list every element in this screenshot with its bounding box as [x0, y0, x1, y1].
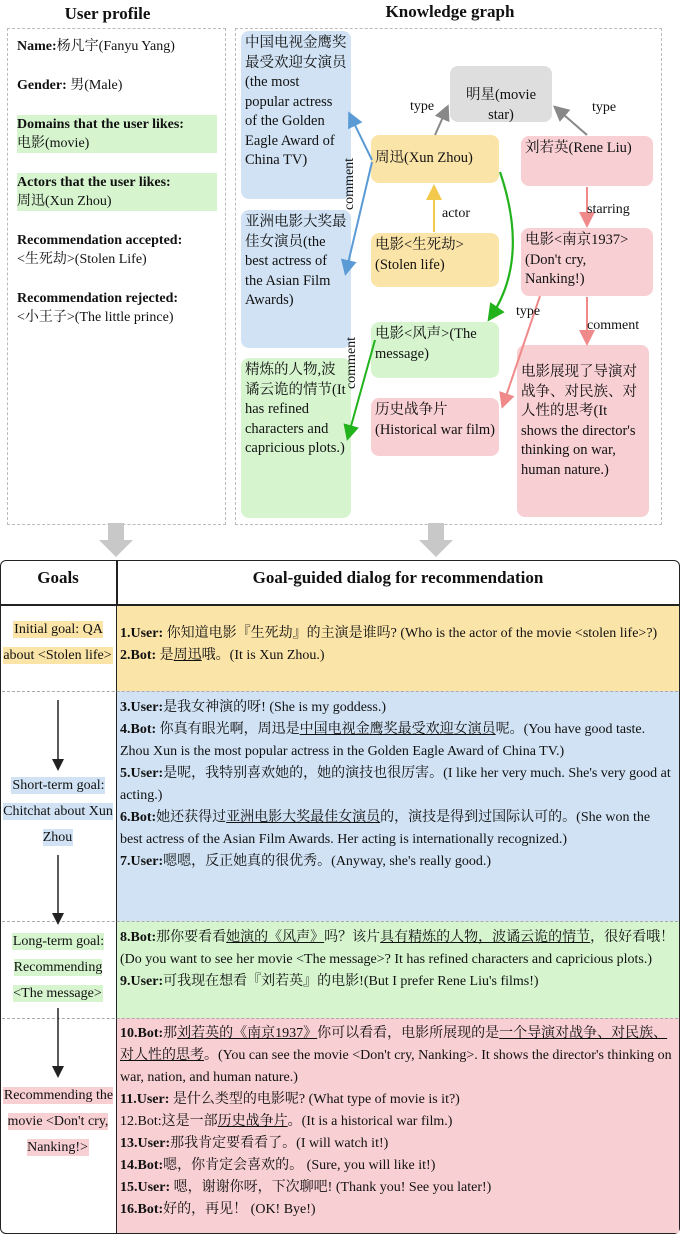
- turn-16: 16.Bot:好的，再见！ (OK! Bye!): [120, 1202, 316, 1217]
- kg-node-xun-zhou: 周迅(Xun Zhou): [371, 135, 499, 183]
- gender-value: 男(Male): [66, 78, 123, 93]
- edge-xunzhou-message: [490, 172, 513, 318]
- kg-node-stolen-life: 电影<生死劫>(Stolen life): [371, 233, 499, 287]
- knowledge-graph-header: Knowledge graph: [385, 2, 515, 21]
- down-arrow-left-icon: [99, 523, 133, 557]
- edge-label-type-3: type: [516, 304, 541, 319]
- accepted-label: Recommendation accepted:: [17, 233, 183, 248]
- name-value: 杨凡宇(Fanyu Yang): [56, 39, 175, 54]
- turn-13: 13.User:那我肯定要看看了。(I will watch it!): [120, 1136, 389, 1151]
- accepted-value: <生死劫>(Stolen Life): [17, 252, 147, 267]
- turn-12: 12.Bot:这是一部历史战争片。(It is a historical war film.): [120, 1114, 453, 1129]
- domains-label: Domains that the user likes:: [17, 117, 184, 132]
- name-label: Name:: [17, 39, 57, 54]
- turn-7: 7.User:嗯嗯，反正她真的很优秀。(Anyway, she's really good.): [120, 854, 492, 869]
- goals-header: Goals: [37, 568, 79, 587]
- edge-label-comment-1: comment: [342, 157, 358, 211]
- kg-node-rene-liu: 刘若英(Rene Liu): [521, 136, 653, 186]
- edge-label-type-2: type: [592, 100, 617, 115]
- turn-6: 6.Bot:她还获得过亚洲电影大奖最佳女演员的，演技是得到过国际认可的。(She won the best actress of the Asian Film Awards. Her acting is internationally recognized.): [120, 810, 651, 847]
- actors-label: Actors that the user likes:: [17, 175, 171, 190]
- edge-xunzhou-award1: [350, 115, 372, 160]
- turn-4: 4.Bot: 你真有眼光啊，周迅是中国电视金鹰奖最受欢迎女演员呢。(You have good taste. Zhou Xun is the most popular actress in the Golden Eagle Award of China TV.): [120, 722, 646, 759]
- dialog-blue: [117, 694, 679, 876]
- kg-node-the-message: 电影<风声>(The message): [371, 322, 499, 378]
- down-arrow-right-icon: [419, 523, 453, 557]
- kg-node-asian-film-award: 亚洲电影大奖最佳女演员(the best actress of the Asian Film Awards): [241, 210, 351, 348]
- rejected-label: Recommendation rejected:: [17, 291, 179, 306]
- turn-11: 11.User: 是什么类型的电影呢? (What type of movie is it?): [120, 1092, 460, 1107]
- turn-9: 9.User:可我现在想看『刘若英』的电影!(But I prefer Rene Liu's films!): [120, 974, 539, 989]
- kg-edges: [0, 0, 682, 560]
- turn-3: 3.User:是我女神演的呀! (She is my goddess.): [120, 700, 386, 715]
- kg-node-comment-refined-characters: 精炼的人物,波谲云诡的情节(It has refined characters and capricious plots.): [241, 358, 351, 518]
- edge-label-starring: starring: [587, 202, 630, 217]
- turn-14: 14.Bot:嗯，你肯定会喜欢的。 (Sure, you will like it!): [120, 1158, 436, 1173]
- goal-flow-arrows: [0, 600, 116, 1120]
- edge-label-comment-3: comment: [587, 318, 640, 333]
- goal-final-text: Recommending the movie <Don't cry, Nanking!>: [3, 1088, 114, 1155]
- dialog-pink: [117, 1020, 679, 1224]
- rejected-value: <小王子>(The little prince): [17, 310, 174, 325]
- turn-10: 10.Bot:那刘若英的《南京1937》你可以看看，电影所展现的是一个导演对战争、对民族、对人性的思考。(You can see the movie <Don't cry, Nanking>. It shows the director's thinking on war, nation, and human nature.): [120, 1026, 672, 1085]
- edge-label-type-1: type: [410, 99, 435, 114]
- turn-8: 8.Bot:那你要看看她演的《风声》吗？该片具有精炼的人物，波谲云诡的情节，很好看哦！(Do you want to see her movie <The message>? It has refined characters and capricious plots.): [120, 930, 675, 967]
- dialog-green: [117, 924, 679, 996]
- kg-node-movie-star: 明星(movie star): [450, 66, 552, 122]
- goal-long-term-text: Long-term goal: Recommending <The message>: [12, 934, 105, 1001]
- kg-node-golden-eagle-award: 中国电视金鹰奖最受欢迎女演员(the most popular actress of the Golden Eagle Award of China TV): [241, 31, 351, 199]
- gender-label: Gender:: [17, 78, 67, 93]
- user-profile-header: User profile: [64, 4, 151, 23]
- edge-reneliu-type-moviestar: [556, 108, 587, 135]
- kg-node-historical-war-film: 历史战争片(Historical war film): [371, 398, 499, 456]
- dialog-header: Goal-guided dialog for recommendation: [252, 568, 544, 587]
- turn-15: 15.User: 嗯，谢谢你呀，下次聊吧! (Thank you! See you later!): [120, 1180, 492, 1195]
- domains-value: 电影(movie): [17, 136, 90, 151]
- actors-value: 周迅(Xun Zhou): [17, 194, 112, 209]
- turn-1: 1.User: 你知道电影『生死劫』的主演是谁吗? (Who is the actor of the movie <stolen life>?): [120, 626, 658, 641]
- turn-2: 2.Bot: 是周迅哦。(It is Xun Zhou.): [120, 648, 325, 663]
- edge-label-actor: actor: [442, 206, 470, 221]
- dialog-yellow: [117, 620, 679, 670]
- kg-node-dont-cry-nanking: 电影<南京1937>(Don't cry, Nanking!): [521, 228, 653, 296]
- kg-node-director-comment: 电影展现了导演对战争、对民族、对人性的思考(It shows the director's thinking on war, human nature.): [517, 345, 649, 517]
- goal-short-term-text: Short-term goal: Chitchat about Xun Zhou: [3, 778, 113, 845]
- goal-initial-text: Initial goal: QA about <Stolen life>: [3, 622, 112, 663]
- edge-label-comment-2: comment: [344, 336, 360, 390]
- edge-xunzhou-type-moviestar: [435, 108, 447, 135]
- turn-5: 5.User:是呢，我特别喜欢她的，她的演技也很厉害。(I like her very much. She's very good at acting.): [120, 766, 671, 803]
